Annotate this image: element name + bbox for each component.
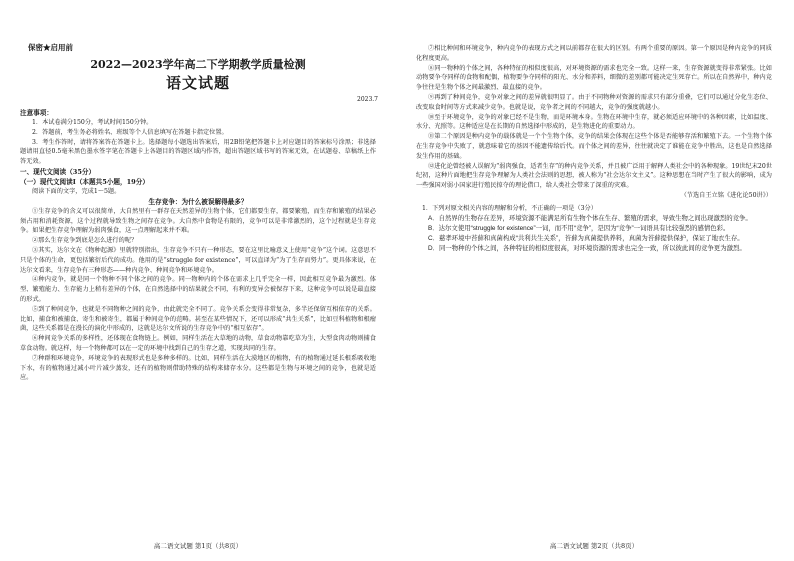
article-paragraph: ⑨再到了种间竞争，竞争对象之间的差异就很明显了。由于不同物种对资源的需求只有部分重叠，它们可以通过分化生态位、改变取食时间等方式来减少竞争。也就是说，竞争者之间的不同越大，竞争的强度就越小。 bbox=[416, 93, 772, 111]
article-paragraph: ④种内竞争，就是同一个物种不同个体之间的竞争。同一物种内的个体在需求上几乎完全一样，因此相互竞争最为激烈。体型、繁殖能力、生存能力上稍有差异的个体，在自然选择中的结果就会不同，有利的变异会被保存下来，这种竞争可以说是最直接的形式。 bbox=[20, 276, 376, 303]
article-paragraph: ⑦种群和环境竞争，环境竞争的表现形式也是多种多样的。比如，同样生活在大漠地区的植物，有的植物通过延长根系吸收地下水，有的植物通过减小叶片减少蒸发，还有的植物则借助特殊的结构来储存水分。这些都是生物与环境之间的竞争，也就是适应。 bbox=[20, 354, 376, 382]
paper-title: 语文试题 bbox=[165, 74, 230, 92]
question-option: C．慈孝环境中苔藓和真菌构成“共利共生关系”，苔藓为真菌提供养料，真菌为苔藓提供保护，保证了地衣生存。 bbox=[428, 234, 744, 242]
article-paragraph: ⑦相比种间和环境竞争，种内竞争的表现方式之间以前都存在很大的区别。有两个重要的原因。第一个原因是种内竞争的同质化程度更高。 bbox=[416, 45, 772, 62]
left-page bbox=[12, 36, 384, 550]
right-page bbox=[408, 36, 780, 550]
article-paragraph: ⑪第二个原因是种内竞争的载体就是一个个生物个体，竞争的结果会体现在这些个体是否能够存活和繁殖下去。一个生物个体在生存竞争中失败了，就意味着它的基因不能遗传给后代。而个体之间的差异，往往就决定了谁能在竞争中胜出，这也是自然选择发生作用的基础。 bbox=[416, 133, 772, 160]
question-stem: 1．下列对原文相关内容的理解和分析，不正确的一项是（3分） bbox=[422, 204, 597, 212]
question-option: A．自然界的生物存在差异，环境资源不能满足所有生物个体在生存、繁殖的需求，导致生物之间出现激烈的竞争。 bbox=[428, 214, 752, 222]
article-title: 生存竞争：为什么被误解得最多？ bbox=[148, 197, 248, 206]
article-paragraph: ①生存竞争的含义可以很简单，大自然里有一群存在天然差异的生物个体，它们都要生存，都要繁殖，而生存和繁殖的结果必须占用和消耗资源，这个过程就导致生物之间存在竞争。大自然中食物是有限的，竞争可以是非常激烈的，这个过程就是生存竞争。如果把生存竞争理解为弱肉强食，这一点理解起来并不难。 bbox=[20, 207, 376, 235]
notice-item: 3．考生作答时，请将答案答在答题卡上。选择题每小题选出答案后，用2B铅笔把答题卡上对应题目的答案标号涂黑；非选择题请用直径0.5毫米黑色墨水签字笔在答题卡上各题目的答题区域内作答，超出答题区域书写的答案无效，在试题卷、草稿纸上作答无效。 bbox=[20, 138, 376, 166]
exam-title: 2022—2023学年高二下学期教学质量检测 bbox=[90, 58, 306, 71]
notice-item: 1．本试卷满分150分，考试时间150分钟。 bbox=[32, 119, 153, 126]
article-paragraph: ⑧同一物种的个体之间，各种特征的相似度很高，对环境资源的需求也完全一致。这样一来，生存资源就变得非常紧张。比如动物要争夺同样的食物和配偶，植物要争夺同样的阳光、水分和养料，细微的差别都可能决定生死存亡。所以在自然界中，种内竞争往往是生物个体之间最激烈、最直接的竞争。 bbox=[416, 64, 772, 92]
subsection-heading: （一）现代文阅读Ⅰ（本题共5小题，19分） bbox=[20, 177, 149, 186]
page-footer: 高二语文试题 第2页（共8页） bbox=[549, 542, 639, 550]
left-body bbox=[20, 108, 376, 383]
source-citation: （节选自王立铭《进化论50讲》） bbox=[680, 191, 772, 199]
article-paragraph: ⑥种间竞争关系的多样性，还体现在食物链上。例如，同样生活在大草地的动物，草食动物靠吃草为生，大型食肉动物则捕食草食动物。就这样，每一个物种都可以在一定的环境中找到自己的生存之道，实现共同的生存。 bbox=[20, 335, 376, 352]
confidential-label: 保密★启用前 bbox=[28, 43, 73, 52]
article-paragraph: ⑤到了种间竞争，也就是不同物种之间的竞争，由此就完全不同了。竞争关系会变得非常复杂，多半还保留互相依存的关系。比如，捕食和被捕食、寄生和被寄生，都属于种间竞争的范畴。甚至在某些情况下，还可以形成“共生关系”，比如豆科植物和根瘤菌，这些关系都是在漫长的演化中形成的，这就是达尔文所说的生存竞争中的“相互依存”。 bbox=[20, 305, 376, 333]
page-footer: 高二语文试题 第1页（共8页） bbox=[153, 542, 243, 550]
section-heading: 一、现代文阅读（35分） bbox=[20, 167, 96, 176]
question-option: B．达尔文使用“struggle for existence”一词，而不用“竞争”，是因为“竞争”一词语具有比较强烈的感情色彩。 bbox=[428, 224, 730, 232]
article-paragraph: ③其实，达尔文在《物种起源》里就特别指出，生存竞争不只有一种形态，要在这里比喻意义上使用“竞争”这个词。这意思不只是个体的生命，更包括繁衍后代的成功。他用的是“struggle for existence”，可以直译为“为了生存而努力”。更具体来说，在达尔文看来，生存竞争有三种形态——种内竞争、种间竞争和环境竞争。 bbox=[20, 246, 376, 274]
reading-instruction: 阅读下面的文字，完成1～5题。 bbox=[32, 187, 121, 195]
notice-item: 2．答题前，考生务必将姓名、班级等个人信息填写在答题卡指定位置。 bbox=[32, 128, 228, 136]
notice-heading: 注意事项： bbox=[20, 109, 53, 117]
article-paragraph: ②那么生存竞争到底是怎么进行的呢？ bbox=[32, 237, 138, 245]
right-body bbox=[416, 44, 772, 254]
article-paragraph: ⑩至于环境竞争，竞争的对象已经不是生物，而是环境本身。生物在环境中生存，就必须适应环境中的各种因素，比如温度、水分、光照等。这种适应是在长期的自然选择中形成的，是生物进化的重要动力。 bbox=[416, 113, 772, 131]
article-paragraph: ⑫进化论曾经被人误解为“弱肉强食，适者生存”的种内竞争关系，并且被广泛用于解释人类社会中的各种现象。19世纪末20世纪初，这种片面地把生存竞争理解为人类社会法则的思想，被人称为“社会达尔文主义”。这种思想在当时产生了很大的影响，成为一些强国对弱小国家进行殖民掠夺的理论借口，给人类社会带来了深重的灾难。 bbox=[416, 162, 772, 190]
exam-date: 2023.7 bbox=[357, 96, 378, 103]
question-option: D．同一物种的个体之间，各种特征的相似度很高，对环境资源的需求也完全一致，所以彼此间的竞争更为激烈。 bbox=[428, 245, 746, 253]
